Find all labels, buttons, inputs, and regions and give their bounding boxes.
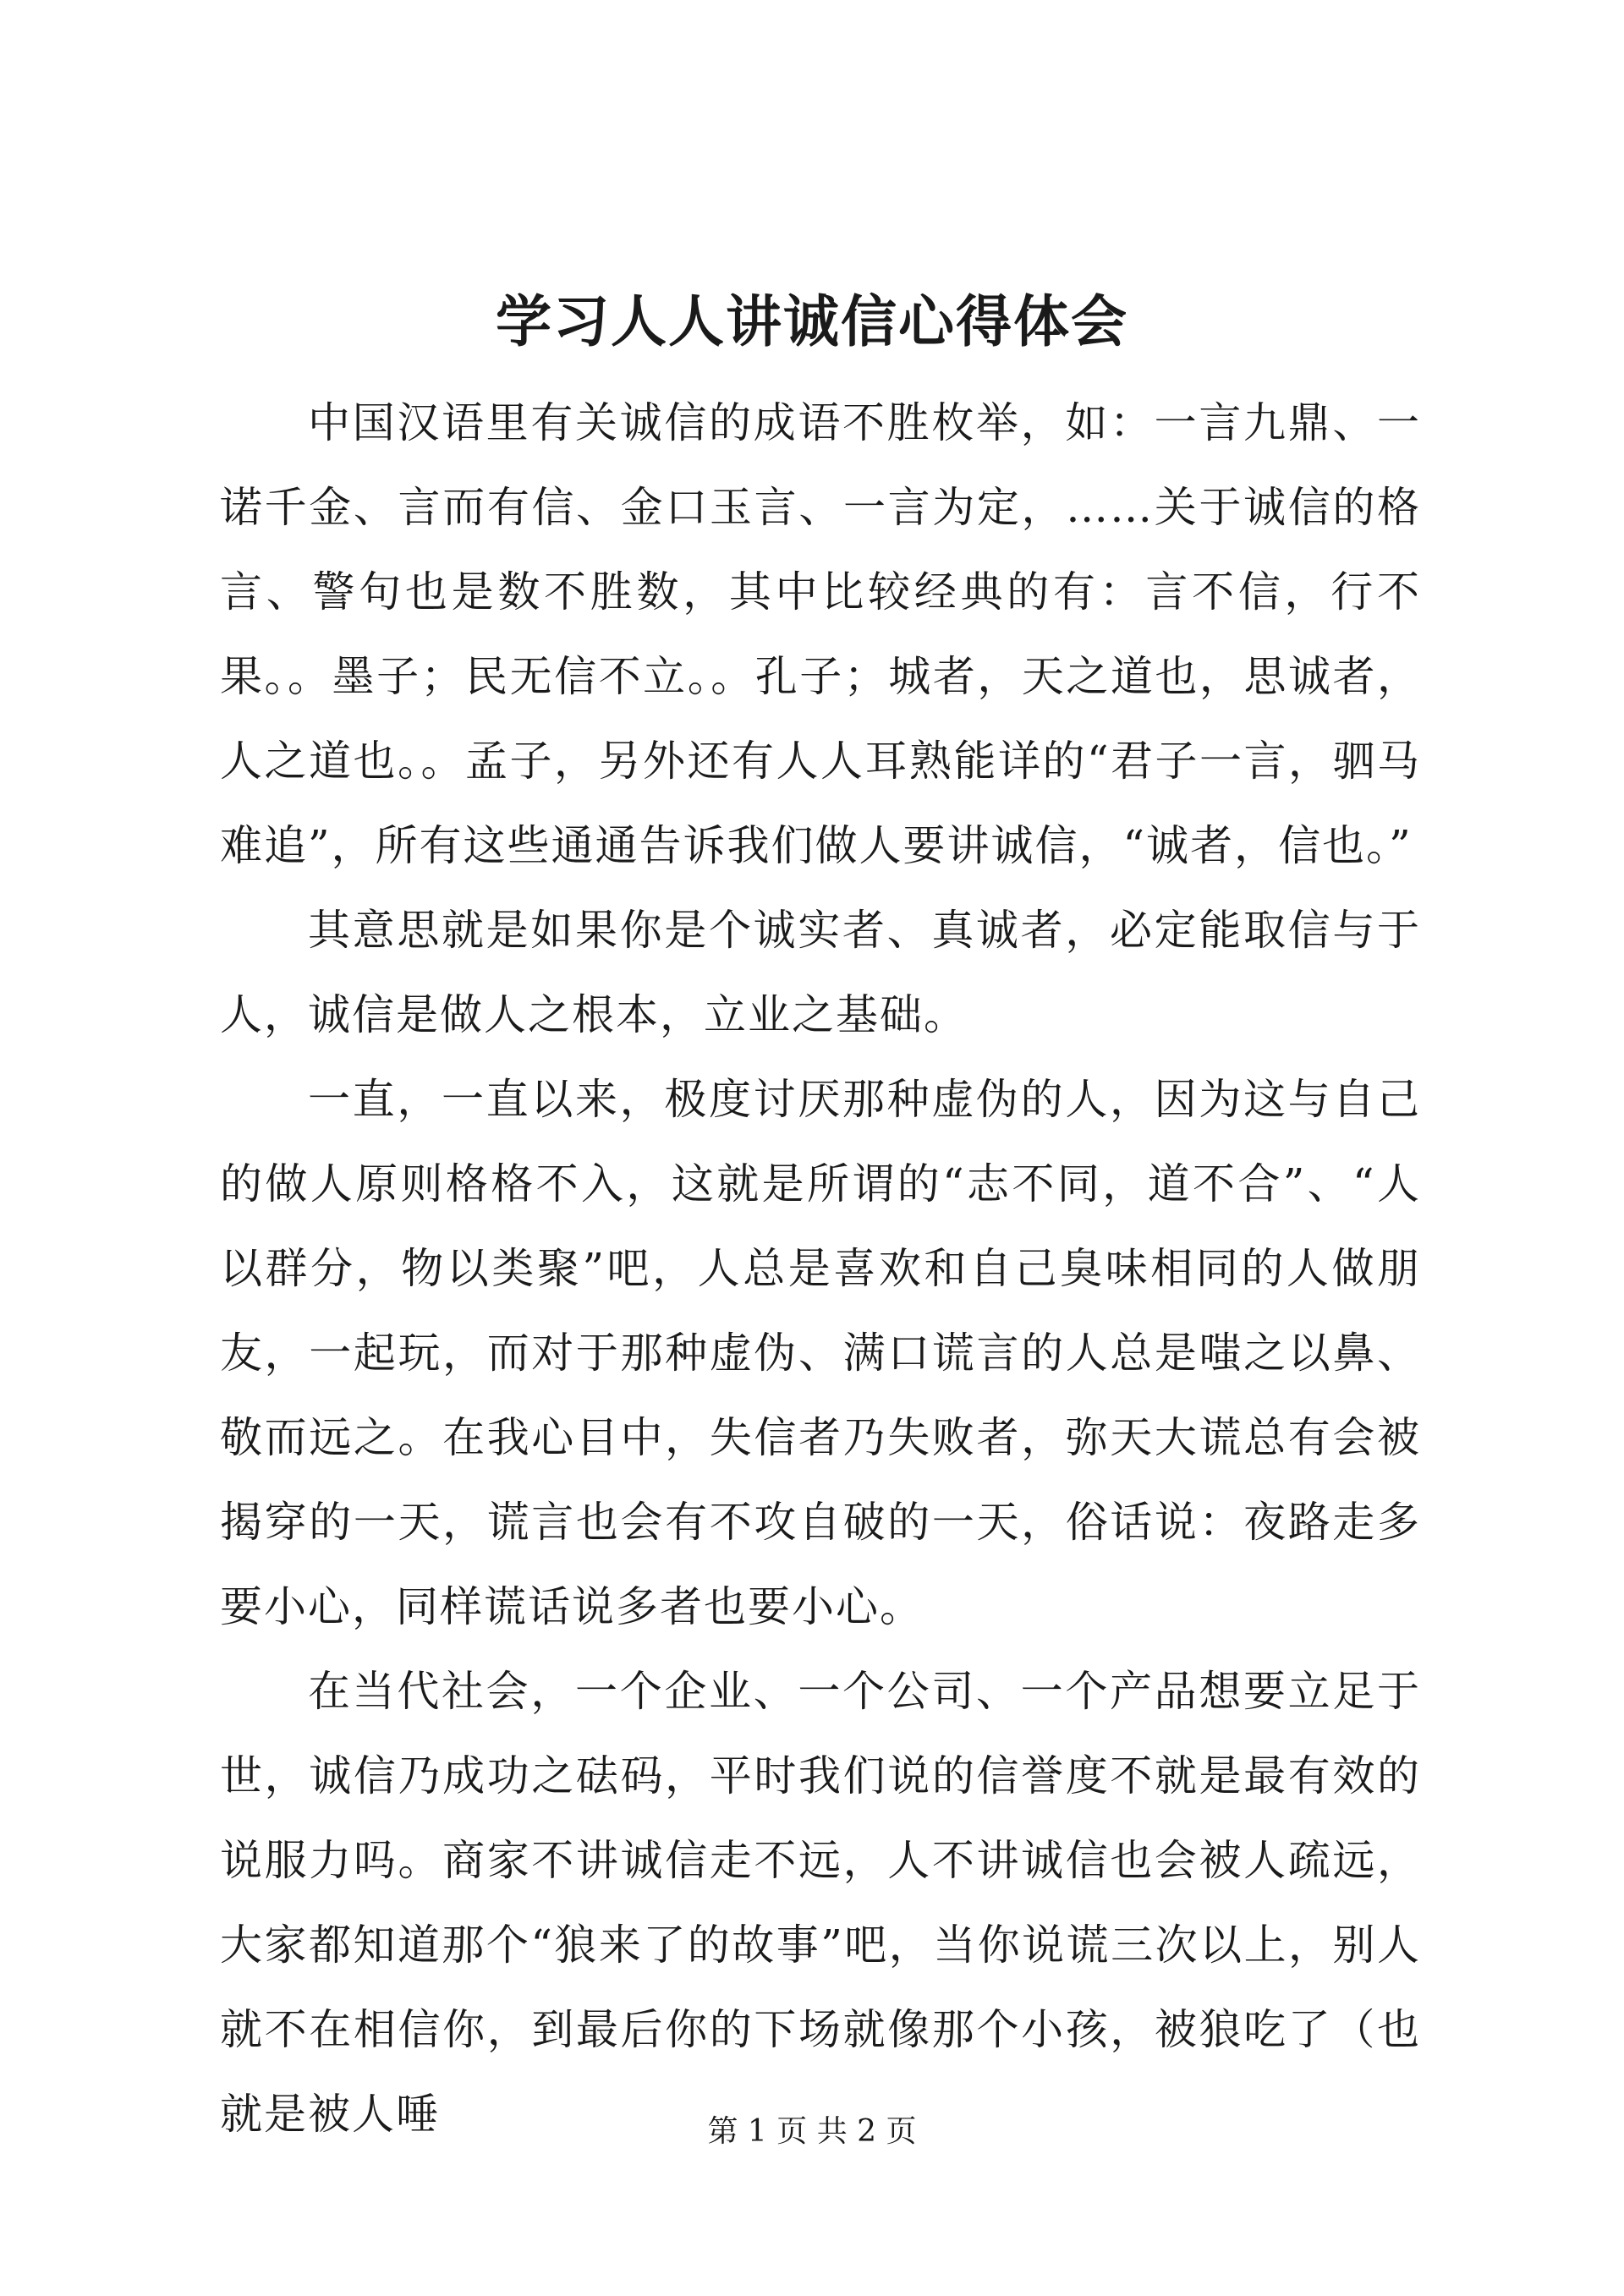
document-title: 学习人人讲诚信心得体会	[496, 288, 1128, 354]
paragraph-4: 在当代社会，一个企业、一个公司、一个产品想要立足于世，诚信乃成功之砝码，平时我们说的信誉度不就是最有效的说服力吗。商家不讲诚信走不远，人不讲诚信也会被人疏远，大家都知道那个“狼来了的故事”吧，当你说谎三次以上，别人就不在相信你，到最后你的下场就像那个小孩，被狼吃了（也就是被人唾	[220, 1667, 1421, 2139]
page-number-footer: 第 1 页 共 2 页	[707, 2114, 917, 2149]
document-body	[220, 381, 1421, 2156]
paragraph-3: 一直，一直以来，极度讨厌那种虚伪的人，因为这与自己的做人原则格格不入，这就是所谓的“志不同，道不合”、“人以群分，物以类聚”吧，人总是喜欢和自己臭味相同的人做朋友，一起玩，而对于那种虚伪、满口谎言的人总是嗤之以鼻、敬而远之。在我心目中，失信者乃失败者，弥天大谎总有会被揭穿的一天，谎言也会有不攻自破的一天，俗话说：夜路走多要小心，同样谎话说多者也要小心。	[220, 1075, 1421, 1631]
paragraph-1: 中国汉语里有关诚信的成语不胜枚举，如：一言九鼎、一诺千金、言而有信、金口玉言、一言为定，……关于诚信的格言、警句也是数不胜数，其中比较经典的有：言不信，行不果。。墨子；民无信不立。。孔子；城者，天之道也，思诚者，人之道也。。孟子，另外还有人人耳熟能详的“君子一言，驷马难追”，所有这些通通告诉我们做人要讲诚信，“诚者，信也。”	[220, 398, 1421, 870]
paragraph-2: 其意思就是如果你是个诚实者、真诚者，必定能取信与于人，诚信是做人之根本，立业之基础。	[220, 906, 1421, 1039]
